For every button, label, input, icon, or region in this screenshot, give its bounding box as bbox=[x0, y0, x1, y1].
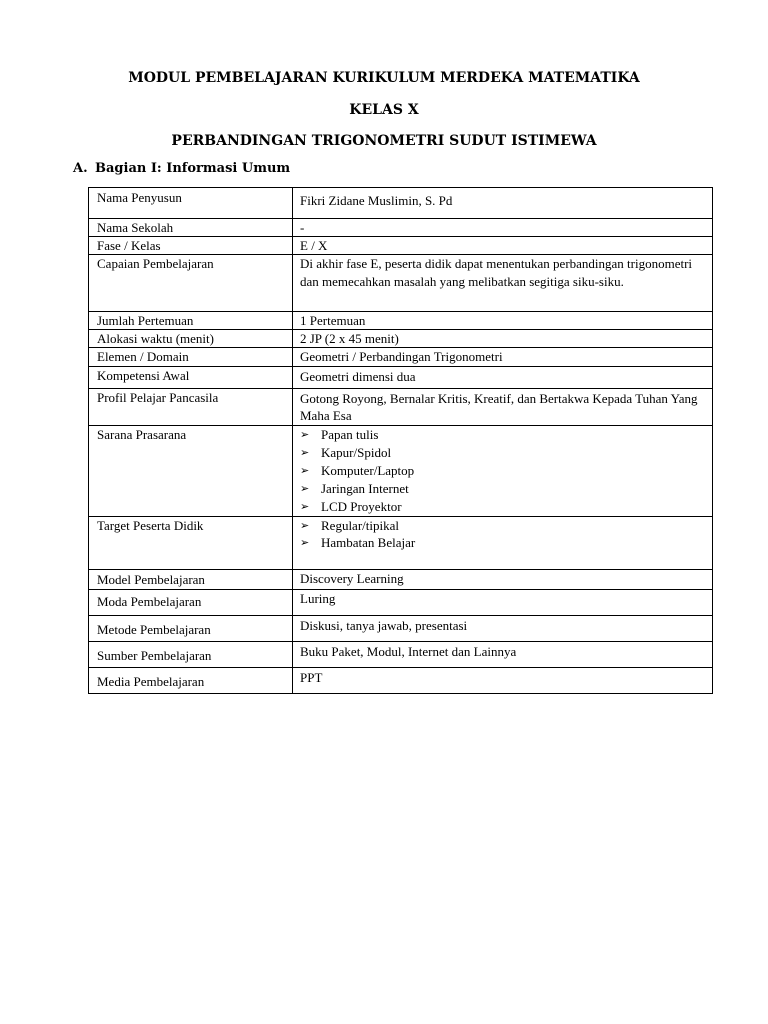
row-value: Geometri dimensi dua bbox=[293, 367, 713, 389]
row-value: Fikri Zidane Muslimin, S. Pd bbox=[293, 188, 713, 219]
table-row bbox=[89, 517, 713, 570]
row-value: - bbox=[293, 219, 713, 237]
section-heading bbox=[73, 160, 290, 177]
row-value: Di akhir fase E, peserta didik dapat menentukan perbandingan trigonometri dan memecahkan masalah yang melibatkan segitiga siku-siku. bbox=[293, 255, 713, 312]
list-item-text: Regular/tipikal bbox=[321, 518, 399, 533]
list-item bbox=[300, 535, 704, 551]
table-row bbox=[89, 642, 713, 668]
table-row bbox=[89, 348, 713, 367]
section-heading-text: Bagian I: Informasi Umum bbox=[95, 161, 291, 176]
class-title: KELAS X bbox=[349, 102, 419, 118]
row-value: Diskusi, tanya jawab, presentasi bbox=[293, 616, 713, 642]
table-row bbox=[89, 668, 713, 694]
arrowhead-bullet-icon: ➢ bbox=[300, 464, 310, 477]
list-item bbox=[300, 480, 704, 498]
row-label: Target Peserta Didik bbox=[89, 517, 293, 570]
arrowhead-bullet-icon: ➢ bbox=[300, 536, 310, 549]
list-item-text: Komputer/Laptop bbox=[321, 463, 415, 478]
list-item-text: LCD Proyektor bbox=[321, 499, 402, 514]
row-value: 1 Pertemuan bbox=[293, 312, 713, 330]
row-label: Metode Pembelajaran bbox=[89, 616, 293, 642]
table-row bbox=[89, 255, 713, 312]
row-value bbox=[293, 517, 713, 570]
general-info-table bbox=[88, 187, 713, 694]
arrowhead-bullet-icon: ➢ bbox=[300, 428, 310, 441]
table-row bbox=[89, 367, 713, 389]
list-item-text: Jaringan Internet bbox=[321, 481, 409, 496]
row-label: Capaian Pembelajaran bbox=[89, 255, 293, 312]
row-label: Profil Pelajar Pancasila bbox=[89, 389, 293, 426]
list-item-text: Hambatan Belajar bbox=[321, 535, 416, 550]
target-students-list bbox=[300, 517, 704, 551]
row-label: Jumlah Pertemuan bbox=[89, 312, 293, 330]
row-label: Elemen / Domain bbox=[89, 348, 293, 367]
section-number: A. bbox=[73, 161, 88, 176]
table-row bbox=[89, 426, 713, 517]
facilities-list bbox=[300, 426, 704, 516]
row-value: PPT bbox=[293, 668, 713, 694]
row-label: Sumber Pembelajaran bbox=[89, 642, 293, 668]
arrowhead-bullet-icon: ➢ bbox=[300, 446, 310, 459]
table-row bbox=[89, 616, 713, 642]
row-value: Geometri / Perbandingan Trigonometri bbox=[293, 348, 713, 367]
row-value bbox=[293, 426, 713, 517]
row-value: Gotong Royong, Bernalar Kritis, Kreatif, dan Bertakwa Kepada Tuhan Yang Maha Esa bbox=[293, 389, 713, 426]
table-row bbox=[89, 590, 713, 616]
row-label: Alokasi waktu (menit) bbox=[89, 330, 293, 348]
list-item bbox=[300, 498, 704, 516]
list-item bbox=[300, 444, 704, 462]
row-label: Model Pembelajaran bbox=[89, 570, 293, 590]
row-label: Nama Sekolah bbox=[89, 219, 293, 237]
row-value: Luring bbox=[293, 590, 713, 616]
table-row bbox=[89, 188, 713, 219]
list-item-text: Papan tulis bbox=[321, 427, 379, 442]
row-value: Discovery Learning bbox=[293, 570, 713, 590]
row-label: Sarana Prasarana bbox=[89, 426, 293, 517]
list-item bbox=[300, 462, 704, 480]
row-label: Nama Penyusun bbox=[89, 188, 293, 219]
list-item bbox=[300, 426, 704, 444]
list-item bbox=[300, 517, 704, 535]
row-label: Moda Pembelajaran bbox=[89, 590, 293, 616]
table-row bbox=[89, 330, 713, 348]
arrowhead-bullet-icon: ➢ bbox=[300, 482, 310, 495]
module-title: MODUL PEMBELAJARAN KURIKULUM MERDEKA MATEMATIKA bbox=[128, 70, 640, 86]
table-row bbox=[89, 389, 713, 426]
arrowhead-bullet-icon: ➢ bbox=[300, 500, 310, 513]
row-label: Kompetensi Awal bbox=[89, 367, 293, 389]
table-row bbox=[89, 312, 713, 330]
row-value: 2 JP (2 x 45 menit) bbox=[293, 330, 713, 348]
list-item-text: Kapur/Spidol bbox=[321, 445, 392, 460]
row-value: E / X bbox=[293, 237, 713, 255]
table-row bbox=[89, 570, 713, 590]
row-value: Buku Paket, Modul, Internet dan Lainnya bbox=[293, 642, 713, 668]
table-row bbox=[89, 219, 713, 237]
row-label: Media Pembelajaran bbox=[89, 668, 293, 694]
arrowhead-bullet-icon: ➢ bbox=[300, 519, 310, 532]
topic-title: PERBANDINGAN TRIGONOMETRI SUDUT ISTIMEWA bbox=[171, 133, 597, 149]
row-label: Fase / Kelas bbox=[89, 237, 293, 255]
table-row bbox=[89, 237, 713, 255]
